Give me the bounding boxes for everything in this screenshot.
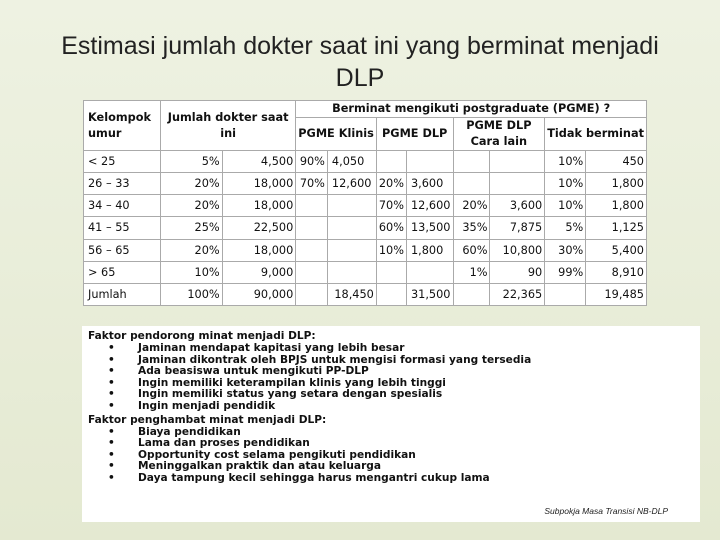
table-cell: 4,050 (327, 151, 376, 173)
table-cell: 20% (161, 239, 223, 261)
table-cell (296, 195, 328, 217)
bullet-icon: • (108, 460, 115, 473)
table-cell: 5,400 (586, 239, 647, 261)
list-item-text: Ingin memiliki keterampilan klinis yang lebih tinggi (138, 376, 446, 389)
list-item-text: Lama dan proses pendidikan (138, 437, 310, 450)
pendorong-list (88, 343, 700, 413)
table-cell: 30% (545, 239, 586, 261)
table-cell (376, 261, 406, 283)
table-cell (327, 217, 376, 239)
list-item (108, 473, 700, 485)
table-cell: 60% (453, 239, 490, 261)
header-jumlah-dokter: Jumlah dokter saat ini (161, 101, 296, 151)
factors-panel (82, 326, 700, 522)
table-cell: 60% (376, 217, 406, 239)
bullet-icon: • (108, 437, 115, 450)
header-berminat-pgme: Berminat mengikuti postgraduate (PGME) ? (296, 101, 647, 118)
table-cell (327, 239, 376, 261)
table-cell: 20% (161, 173, 223, 195)
list-item-text: Ingin memiliki status yang setara dengan spesialis (138, 388, 443, 401)
table-cell: 3,600 (406, 173, 453, 195)
table-cell: 22,500 (222, 217, 296, 239)
table-cell: 20% (161, 195, 223, 217)
table-cell (296, 239, 328, 261)
table-cell: 9,000 (222, 261, 296, 283)
table-cell: 10% (161, 261, 223, 283)
table-cell: 99% (545, 261, 586, 283)
table-cell: > 65 (84, 261, 161, 283)
table-cell: 5% (161, 151, 223, 173)
table-cell: 22,365 (490, 283, 545, 305)
bullet-icon: • (108, 353, 115, 366)
table-cell: 41 – 55 (84, 217, 161, 239)
table-cell: 20% (376, 173, 406, 195)
bullet-icon: • (108, 342, 115, 354)
table-cell (453, 151, 490, 173)
table-cell: 20% (453, 195, 490, 217)
header-pgme-dlp-cara-lain: PGME DLP Cara lain (453, 118, 545, 151)
table-cell: 450 (586, 151, 647, 173)
table-cell (376, 151, 406, 173)
bullet-icon: • (108, 448, 115, 461)
bullet-icon: • (108, 471, 115, 484)
table-cell: 70% (376, 195, 406, 217)
doctor-estimate-table (83, 100, 647, 306)
header-kelompok-umur: Kelompok umur (84, 101, 161, 151)
table-cell: 1,800 (586, 195, 647, 217)
table-cell: 18,000 (222, 195, 296, 217)
table-cell: 4,500 (222, 151, 296, 173)
table-cell: 1,125 (586, 217, 647, 239)
pendorong-heading: Faktor pendorong minat menjadi DLP: (88, 330, 316, 342)
list-item-text: Meninggalkan praktik dan atau keluarga (138, 460, 382, 473)
table-cell: 13,500 (406, 217, 453, 239)
table-cell: 7,875 (490, 217, 545, 239)
header-tidak-berminat: Tidak berminat (545, 118, 647, 151)
table-cell (406, 261, 453, 283)
table-cell (327, 195, 376, 217)
table-cell: 25% (161, 217, 223, 239)
table-cell: 10% (545, 195, 586, 217)
table-row (84, 173, 647, 195)
table-cell: 8,910 (586, 261, 647, 283)
bullet-icon: • (108, 425, 115, 438)
table-cell: 10,800 (490, 239, 545, 261)
list-item-text: Biaya pendidikan (138, 425, 241, 438)
table-cell: 18,450 (327, 283, 376, 305)
table-cell: 56 – 65 (84, 239, 161, 261)
table-cell: 31,500 (406, 283, 453, 305)
list-item-text: Daya tampung kecil sehingga harus mengantri cukup lama (138, 471, 490, 484)
bullet-icon: • (108, 388, 115, 401)
table-cell: 18,000 (222, 173, 296, 195)
table-cell: 34 – 40 (84, 195, 161, 217)
table-cell (296, 217, 328, 239)
bullet-icon: • (108, 399, 115, 412)
penghambat-heading: Faktor penghambat minat menjadi DLP: (88, 413, 327, 426)
list-item-text: Ada beasiswa untuk mengikuti PP-DLP (138, 365, 369, 378)
table-total-row (84, 283, 647, 305)
header-pgme-dlp: PGME DLP (376, 118, 453, 151)
list-item-text: Jaminan dikontrak oleh BPJS untuk mengisi formasi yang tersedia (138, 353, 532, 366)
list-item-text: Ingin menjadi pendidik (138, 399, 276, 412)
table-cell: 1% (453, 261, 490, 283)
table-cell: 19,485 (586, 283, 647, 305)
table-cell (490, 173, 545, 195)
slide-title: Estimasi jumlah dokter saat ini yang berminat menjadi DLP (61, 32, 659, 92)
table-cell (406, 151, 453, 173)
table-row (84, 239, 647, 261)
table-cell: 90,000 (222, 283, 296, 305)
table-cell (327, 261, 376, 283)
table-cell (296, 261, 328, 283)
table-cell (490, 151, 545, 173)
table-row (84, 151, 647, 173)
table-cell: Jumlah (84, 283, 161, 305)
table-row (84, 261, 647, 283)
table-cell (453, 173, 490, 195)
table-cell: 10% (545, 151, 586, 173)
table-cell: 10% (376, 239, 406, 261)
source-credit: Subpokja Masa Transisi NB-DLP (544, 506, 668, 516)
table-cell: 1,800 (586, 173, 647, 195)
doctor-estimate-table-container (83, 100, 647, 306)
table-row (84, 217, 647, 239)
list-item (108, 401, 700, 413)
list-item-text: Opportunity cost selama pengikuti pendidikan (138, 448, 416, 461)
table-cell: 10% (545, 173, 586, 195)
table-cell: 90% (296, 151, 328, 173)
table-cell: 3,600 (490, 195, 545, 217)
table-cell (453, 283, 490, 305)
table-row (84, 195, 647, 217)
header-pgme-klinis: PGME Klinis (296, 118, 377, 151)
table-cell (376, 283, 406, 305)
bullet-icon: • (108, 376, 115, 389)
table-cell: 90 (490, 261, 545, 283)
table-cell (545, 283, 586, 305)
table-cell: < 25 (84, 151, 161, 173)
penghambat-list (88, 427, 700, 485)
table-cell: 100% (161, 283, 223, 305)
table-cell: 12,600 (327, 173, 376, 195)
table-cell: 26 – 33 (84, 173, 161, 195)
table-cell: 35% (453, 217, 490, 239)
table-cell (296, 283, 328, 305)
table-cell: 70% (296, 173, 328, 195)
list-item-text: Jaminan mendapat kapitasi yang lebih besar (138, 342, 405, 354)
table-cell: 18,000 (222, 239, 296, 261)
bullet-icon: • (108, 365, 115, 378)
table-cell: 12,600 (406, 195, 453, 217)
table-cell: 5% (545, 217, 586, 239)
table-cell: 1,800 (406, 239, 453, 261)
